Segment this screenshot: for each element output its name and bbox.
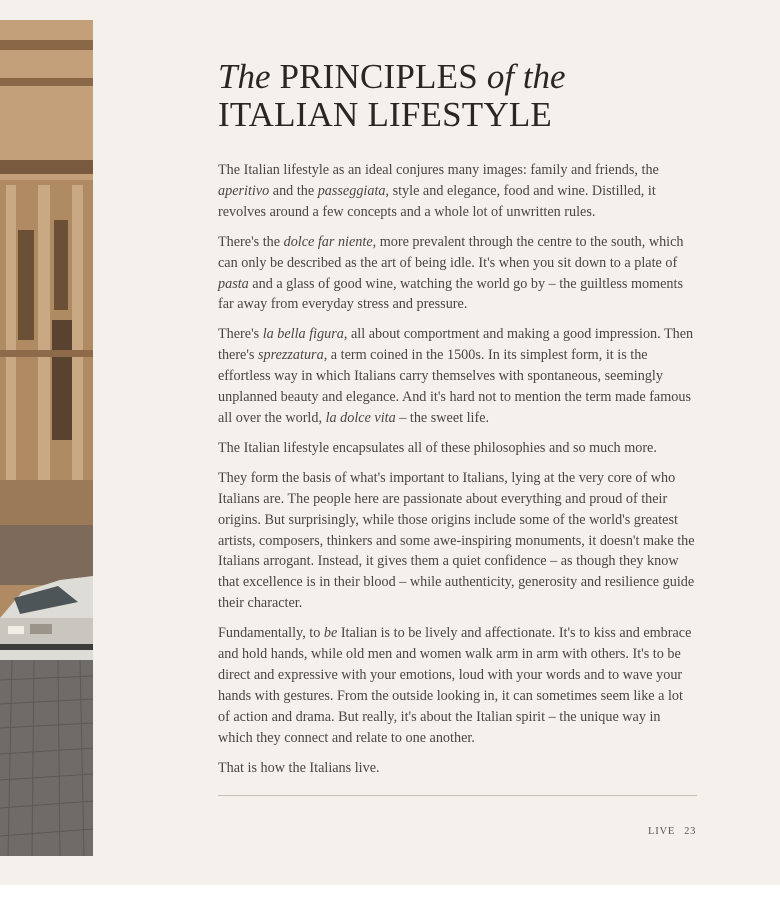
- paragraph-1: [218, 160, 698, 223]
- p2-text-a: There's the: [218, 233, 284, 250]
- paragraph-6: [218, 623, 698, 748]
- p3-text-c: , all about comportment and making a good impression. Then there's: [218, 326, 694, 364]
- paragraph-5: They form the basis of what's important to Italians, lying at the very core of who Italians are. The people here are passionate about everything and proud of their origins. But surprisingly, while those origins include some of the world's greatest artists, composers, thinkers and some awe-inspiring monuments, it doesn't make the Italians arrogant. Instead, it gives them a quiet confidence – as though they know that excellence is in their blood – while authenticity, generosity and resilience guide their character.: [218, 469, 695, 612]
- street-photo: [0, 20, 93, 856]
- p6-text-c: Italian is to be lively and affectionate. It's to kiss and embrace and hold hands, while old men and women walk arm in arm with others. It's to be direct and expressive with your emotions, loud with your words and to wave your hands with gestures. From the outside looking in, it can sometimes seem like a lot of action and drama. But really, it's about the Italian spirit – the unique way in which they connect and relate to one another.: [218, 625, 692, 746]
- p3-term-sprezzatura: sprezzatura: [257, 347, 324, 364]
- p1-text-c: and the: [269, 182, 318, 199]
- p1-text-a: The Italian lifestyle as an ideal conjures many images: family and friends, the: [218, 162, 659, 178]
- paragraph-7: That is how the Italians live.: [218, 759, 380, 776]
- page-footer: [648, 826, 696, 837]
- page-number: 23: [684, 826, 697, 837]
- p6-term-be: be: [323, 625, 338, 642]
- p2-term-dolce-far-niente: dolce far niente: [283, 233, 373, 250]
- p3-text-e: , a term coined in the 1500s. In its simplest form, it is the effortless way in which Italians carry themselves with spontaneous, seemingly unplanned beauty and elegance. And it's hard not to mention the term made famous all over the world,: [218, 347, 691, 426]
- article-body: [218, 160, 698, 787]
- p3-term-la-bella-figura: la bella figura: [262, 326, 344, 343]
- paragraph-3: [218, 324, 698, 429]
- p3-text-g: – the sweet life.: [395, 409, 490, 426]
- paragraph-4: The Italian lifestyle encapsulates all of these philosophies and so much more.: [218, 439, 657, 456]
- p3-term-la-dolce-vita: la dolce vita: [325, 409, 396, 426]
- p2-text-e: and a glass of good wine, watching the world go by – the guiltless moments far away from everyday stress and pressure.: [218, 275, 683, 313]
- p2-term-pasta: pasta: [218, 275, 249, 292]
- street-scene-illustration: [0, 20, 93, 856]
- page-title: [218, 58, 738, 134]
- p1-term-aperitivo: aperitivo: [218, 182, 270, 199]
- title-italic-of-the: of the: [486, 57, 566, 96]
- title-italian-lifestyle: ITALIAN LIFESTYLE: [218, 95, 553, 134]
- p2-text-c: , more prevalent through the centre to the south, which can only be described as the art of being idle. It's when you sit down to a plate of: [218, 233, 684, 271]
- p3-text-a: There's: [218, 326, 263, 343]
- p6-text-a: Fundamentally, to: [218, 625, 324, 642]
- p1-term-passeggiata: passeggiata: [317, 182, 386, 199]
- title-principles: PRINCIPLES: [279, 57, 478, 96]
- paragraph-2: [218, 232, 698, 316]
- title-italic-the: The: [218, 57, 271, 96]
- p1-text-e: , style and elegance, food and wine. Distilled, it revolves around a few concepts and a whole lot of unwritten rules.: [218, 182, 656, 220]
- footer-divider: [218, 795, 697, 796]
- section-label: LIVE: [648, 826, 676, 837]
